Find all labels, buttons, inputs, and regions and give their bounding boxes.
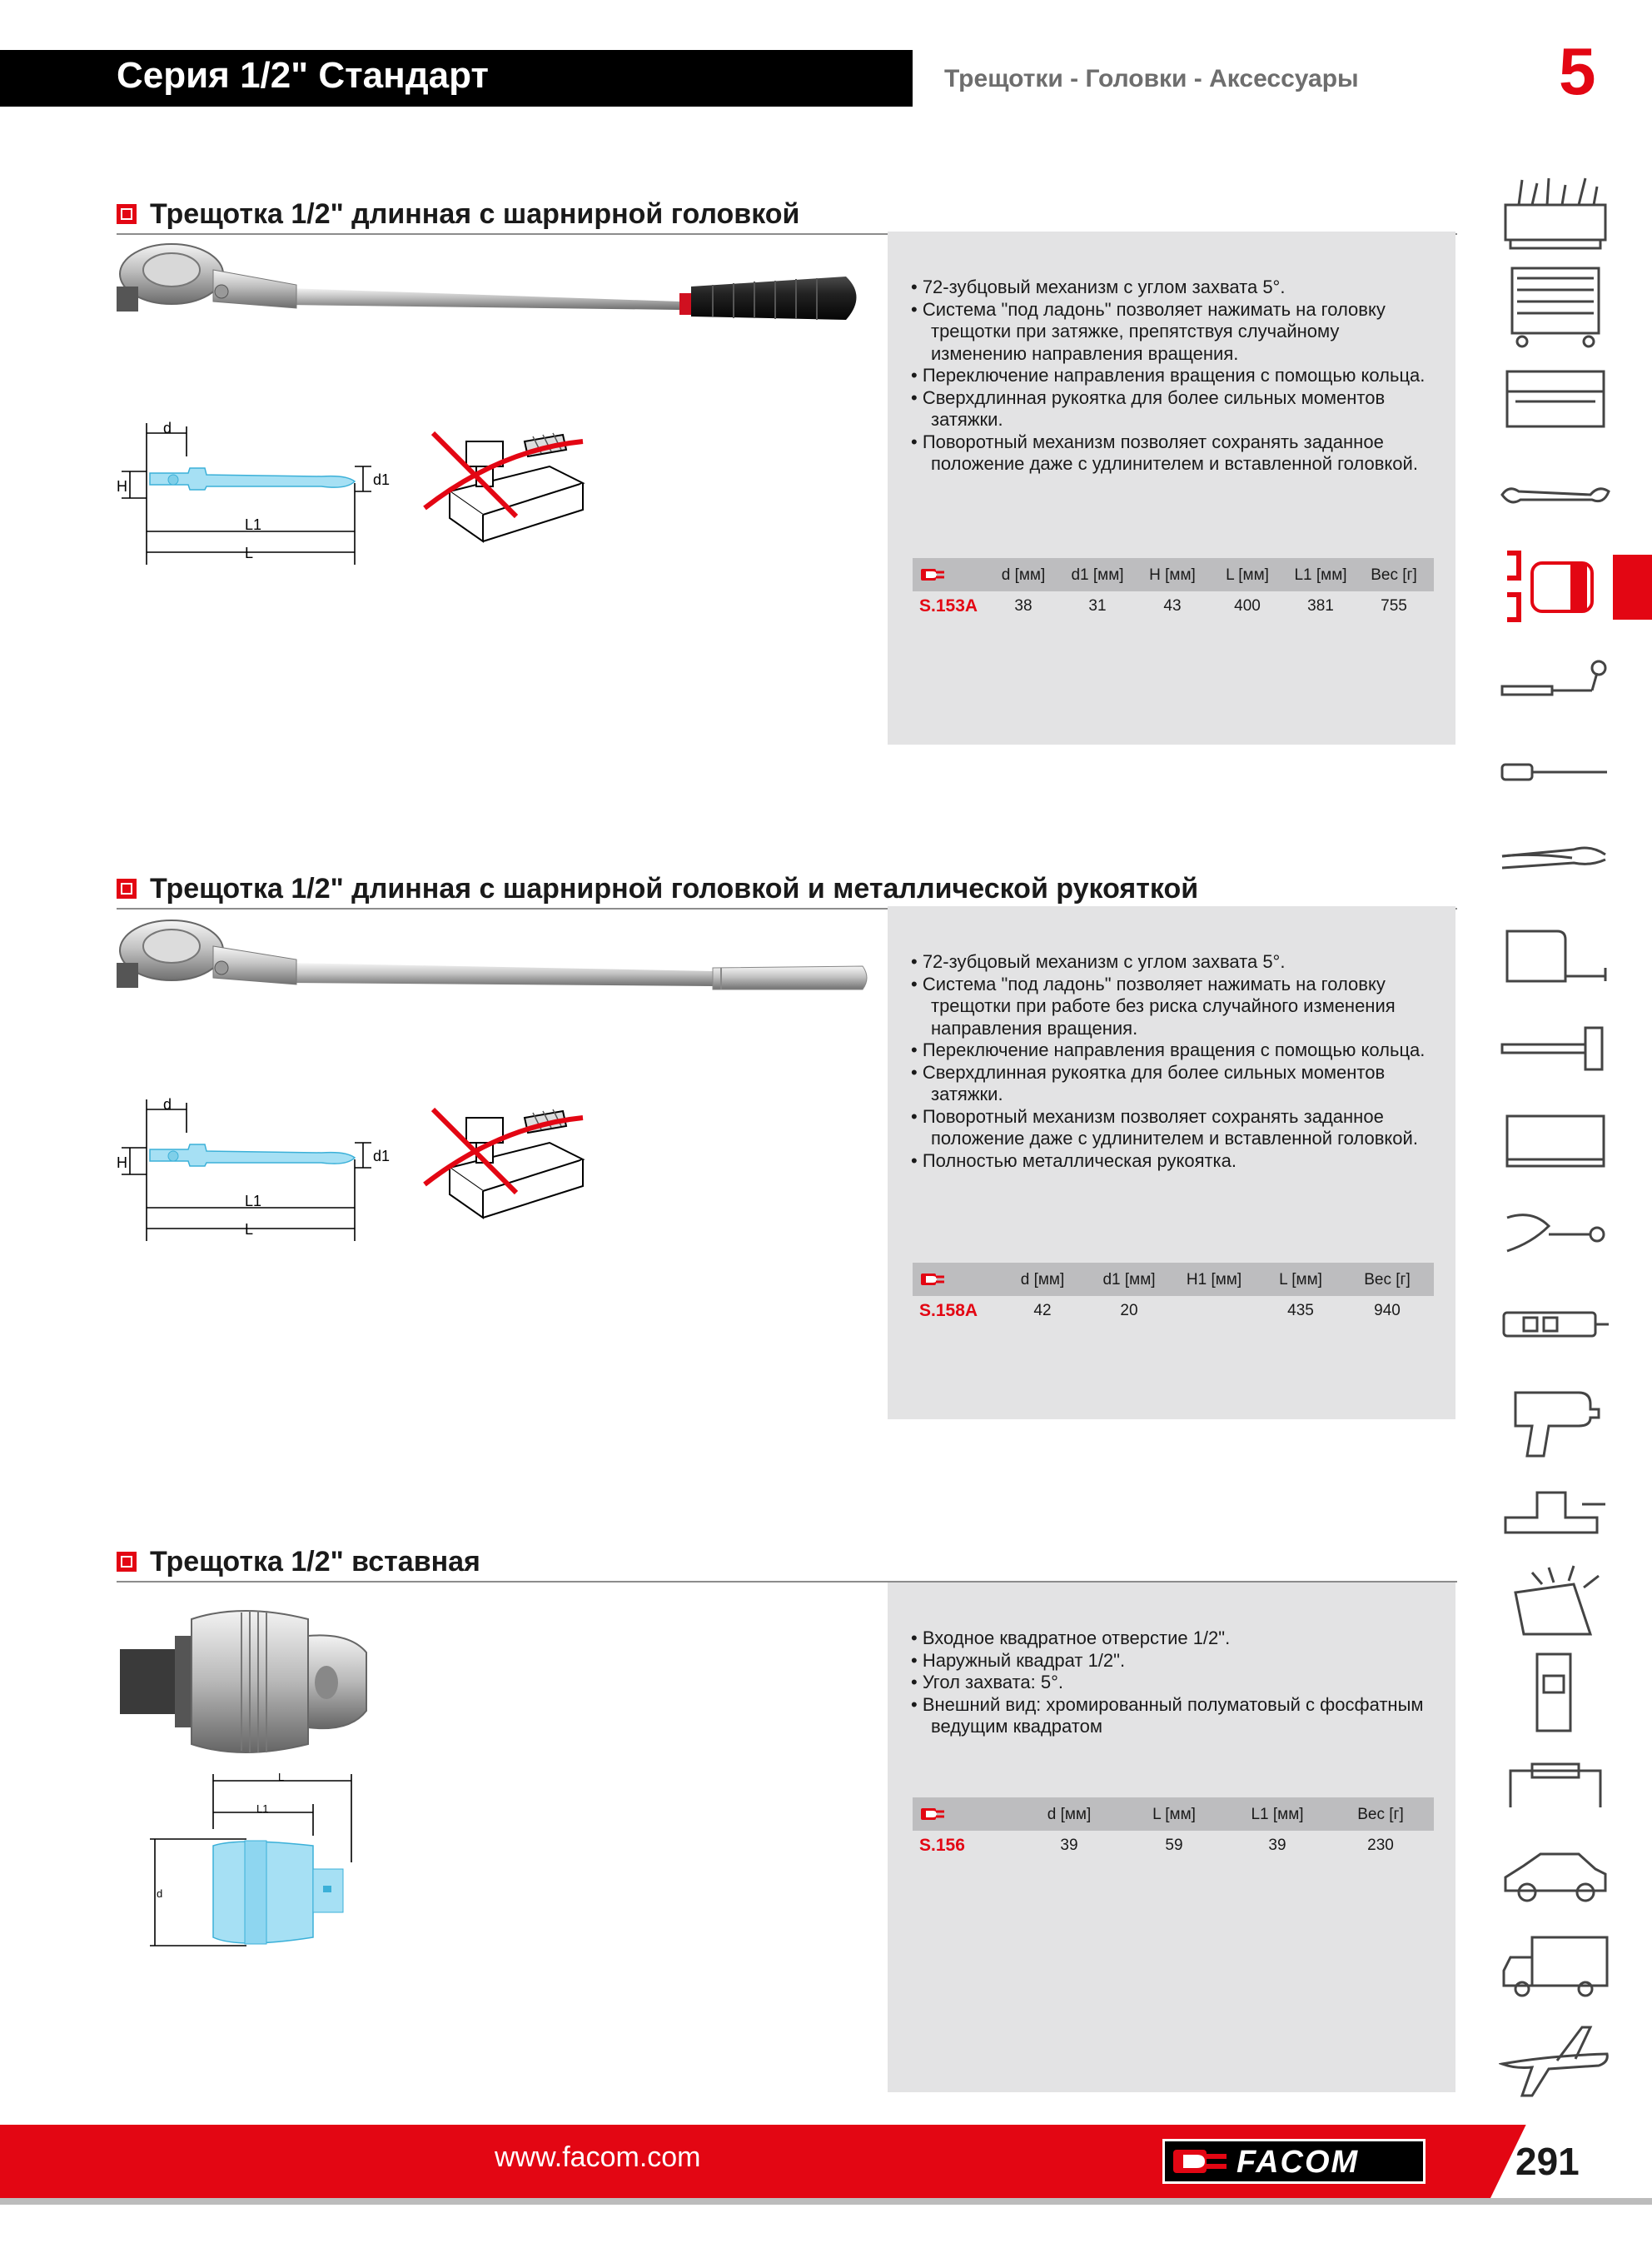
col-header: d [мм]	[1001, 566, 1046, 584]
safety-icon[interactable]	[1499, 1559, 1612, 1642]
col-header: Вес [г]	[1364, 1271, 1411, 1288]
torque-wrench-icon[interactable]	[1499, 648, 1612, 731]
col-header: d1 [мм]	[1102, 1271, 1156, 1288]
section-bullet-icon	[117, 879, 137, 899]
ratchet-rubber-handle-photo	[113, 237, 871, 345]
chapter-number: 5	[1559, 34, 1596, 108]
insert-ratchet-photo	[117, 1602, 400, 1761]
col-header: Вес [г]	[1357, 1806, 1404, 1823]
feature-line: • Система "под ладонь" позволяет нажимать на головку	[911, 298, 1386, 320]
col-header: L [мм]	[1226, 566, 1269, 584]
table-cell: 59	[1165, 1837, 1183, 1854]
feature-line: • Наружный квадрат 1/2".	[911, 1649, 1126, 1671]
feature-line: • Полностью металлическая рукоятка.	[911, 1149, 1237, 1171]
table-cell: 31	[1088, 597, 1107, 615]
facom-ref-icon	[921, 568, 946, 581]
spec-table-header	[913, 1797, 1434, 1831]
feature-line: затяжки.	[931, 1084, 1003, 1104]
table-cell: 38	[1014, 597, 1032, 615]
product-3-info-panel	[888, 1583, 1455, 2092]
tester-icon[interactable]	[1499, 1283, 1612, 1366]
feature-line: • Сверхдлинная рукоятка для более сильных моментов	[911, 386, 1386, 408]
tape-measure-icon[interactable]	[1499, 915, 1612, 998]
product-3-title: Трещотка 1/2" вставная	[150, 1546, 480, 1578]
table-cell: 435	[1287, 1302, 1314, 1319]
product-2-title-bar	[117, 875, 1457, 910]
impact-wrench-icon[interactable]	[1499, 1376, 1612, 1459]
dim-label-l1: L1	[245, 516, 262, 533]
col-header: Вес [г]	[1371, 566, 1417, 584]
table-cell: 43	[1163, 597, 1182, 615]
dim-label-h: H	[117, 1154, 127, 1171]
table-cell: 20	[1120, 1302, 1138, 1319]
col-header: L [мм]	[1279, 1271, 1322, 1288]
hammer-icon[interactable]	[1499, 1006, 1612, 1089]
feature-line: • Угол захвата: 5°.	[911, 1672, 1063, 1692]
series-title: Серия 1/2" Стандарт	[117, 55, 489, 96]
ratchet-metal-handle-photo	[113, 913, 871, 1021]
table-cell: 230	[1367, 1837, 1394, 1854]
feature-line: положение даже с удлинителем и вставленной головкой.	[931, 453, 1418, 474]
product-1-title-bar	[117, 200, 1457, 235]
feature-line: • 72-зубцовый механизм с углом захвата 5°.	[911, 951, 1286, 972]
dim-label-l1: L1	[245, 1193, 262, 1209]
tool-cabinet-icon[interactable]	[1499, 265, 1612, 348]
table-cell: 42	[1033, 1302, 1052, 1319]
product-reference: S.158A	[919, 1301, 978, 1320]
table-cell: 940	[1374, 1302, 1401, 1319]
col-header: d1 [мм]	[1071, 566, 1124, 584]
facom-logo-icon	[1173, 2148, 1228, 2175]
car-icon[interactable]	[1499, 1832, 1612, 1916]
puller-icon[interactable]	[1499, 1193, 1612, 1276]
feature-line: ведущим квадратом	[931, 1716, 1102, 1737]
ratchet-1-dimension-diagram	[113, 415, 396, 565]
facom-ref-icon	[921, 1807, 946, 1821]
feature-line: • Поворотный механизм позволяет сохранять заданное	[911, 431, 1384, 452]
feature-line: • Внешний вид: хромированный полуматовый с фосфатным	[911, 1693, 1424, 1715]
insert-ratchet-dimension-diagram	[147, 1771, 380, 1954]
product-2-features	[911, 951, 1425, 1172]
airplane-icon[interactable]	[1499, 2016, 1612, 2099]
feature-line: • Сверхдлинная рукоятка для более сильных моментов	[911, 1061, 1386, 1083]
dim-label-l: L	[245, 545, 254, 561]
feature-line: • Переключение направления вращения с помощью кольца.	[911, 1039, 1426, 1060]
col-header: L [мм]	[1152, 1806, 1196, 1823]
product-3-features	[911, 1627, 1424, 1738]
page-number: 291	[1515, 2140, 1580, 2183]
col-header: H [мм]	[1149, 566, 1196, 584]
col-header: d [мм]	[1047, 1806, 1092, 1823]
ratchet-2-dimension-diagram	[113, 1091, 396, 1241]
feature-line: • Переключение направления вращения с помощью кольца.	[911, 365, 1426, 386]
wrench-icon[interactable]	[1499, 453, 1612, 536]
no-side-load-warning-illustration	[416, 1093, 591, 1226]
dim-label-l1: L1	[256, 1802, 269, 1815]
product-2-info-panel	[888, 906, 1455, 1419]
product-2-title: Трещотка 1/2" длинная с шарнирной головкой и металлической рукояткой	[150, 873, 1199, 905]
feature-line: • Поворотный механизм позволяет сохранять заданное	[911, 1105, 1384, 1127]
spec-table-header	[913, 1263, 1434, 1296]
col-header: H1 [мм]	[1186, 1271, 1242, 1288]
table-cell: 400	[1234, 597, 1261, 615]
col-header: L1 [мм]	[1251, 1806, 1304, 1823]
tool-case-icon[interactable]	[1499, 358, 1612, 441]
dim-label-l: L	[245, 1221, 254, 1238]
active-chapter-marker	[1613, 555, 1652, 620]
circuit-breaker-icon[interactable]	[1499, 1651, 1612, 1734]
feature-line: направления вращения.	[931, 1017, 1138, 1039]
website-link[interactable]: www.facom.com	[495, 2141, 701, 2173]
col-header: L1 [мм]	[1294, 566, 1347, 584]
feature-line: трещотки при затяжке, препятствуя случайному	[931, 321, 1340, 341]
dim-label-d1: d1	[373, 471, 391, 488]
handle-icon[interactable]	[1499, 1741, 1612, 1824]
feature-line: изменению направления вращения.	[931, 342, 1239, 364]
feature-line: положение даже с удлинителем и вставленной головкой.	[931, 1128, 1418, 1149]
screwdriver-icon[interactable]	[1499, 731, 1612, 815]
product-1-features	[911, 277, 1425, 476]
table-cell: 381	[1307, 597, 1334, 615]
pliers-icon[interactable]	[1499, 820, 1612, 903]
category-title: Трещотки - Головки - Аксессуары	[944, 65, 1359, 92]
product-1-info-panel	[888, 232, 1455, 745]
feature-line: • Входное квадратное отверстие 1/2".	[911, 1627, 1231, 1648]
hacksaw-icon[interactable]	[1499, 1099, 1612, 1183]
spec-table-header	[913, 558, 1434, 591]
brand-name: FACOM	[1237, 2145, 1360, 2180]
feature-line: затяжки.	[931, 409, 1003, 430]
feature-line: • Система "под ладонь" позволяет нажимать на головку	[911, 973, 1386, 994]
product-3-title-bar	[117, 1548, 1457, 1583]
truck-icon[interactable]	[1499, 1924, 1612, 2007]
feature-line: • 72-зубцовый механизм с углом захвата 5°.	[911, 277, 1286, 297]
toolbox-icon[interactable]	[1499, 172, 1612, 255]
table-cell: 755	[1381, 597, 1407, 615]
dim-label-d: d	[163, 420, 172, 436]
table-cell: 39	[1268, 1837, 1286, 1854]
dim-label-d: d	[163, 1096, 172, 1113]
vise-icon[interactable]	[1499, 1468, 1612, 1551]
facom-ref-icon	[921, 1273, 946, 1286]
col-header: d [мм]	[1020, 1271, 1065, 1288]
dim-label-l: L	[278, 1771, 285, 1783]
product-reference: S.153A	[919, 596, 978, 616]
product-reference: S.156	[919, 1836, 965, 1855]
dim-label-d: d	[157, 1887, 163, 1900]
feature-line: трещотки при работе без риска случайного изменения	[931, 995, 1396, 1016]
section-bullet-icon	[117, 1552, 137, 1572]
table-cell: 39	[1060, 1837, 1078, 1854]
facom-logo	[1162, 2139, 1426, 2184]
socket-icon[interactable]	[1499, 545, 1612, 628]
dim-label-h: H	[117, 478, 127, 495]
no-side-load-warning-illustration	[416, 416, 591, 550]
footer-underline	[0, 2198, 1652, 2205]
product-1-title: Трещотка 1/2" длинная с шарнирной головкой	[150, 198, 800, 230]
section-bullet-icon	[117, 204, 137, 224]
dim-label-d1: d1	[373, 1148, 391, 1164]
